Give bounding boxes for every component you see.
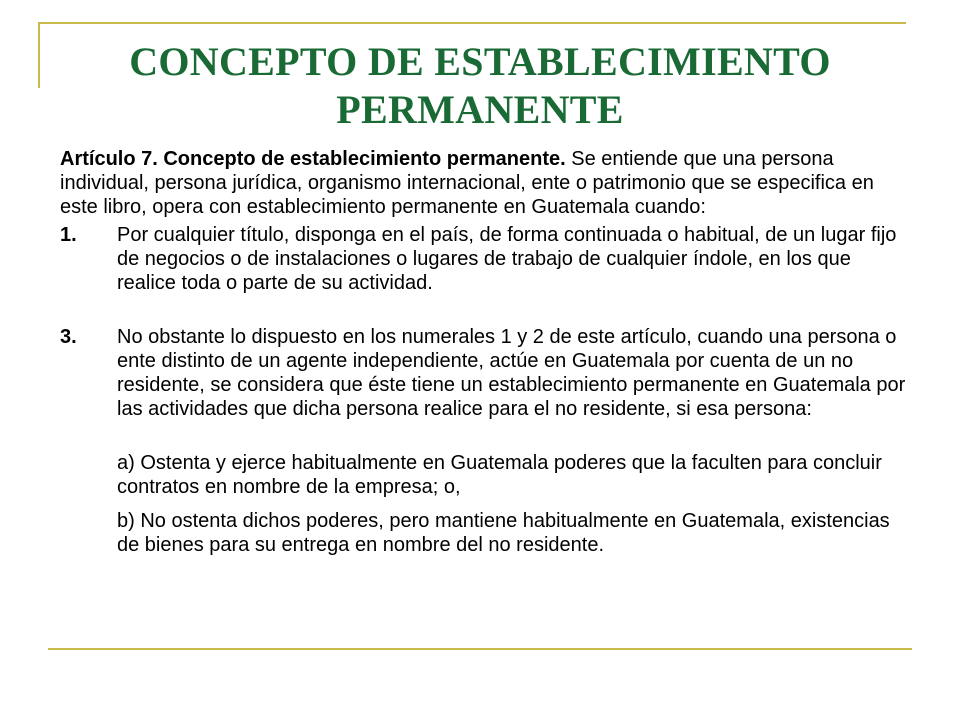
article-intro-text: Se entiende que una persona individual, persona jurídica, organismo internacional, ente o patrimonio que se especifica en este libro, opera con establecimiento permanente en Guatemala cuando: [60, 148, 874, 218]
left-rule [38, 22, 40, 88]
item-text: Por cualquier título, disponga en el país, de forma continuada o habitual, de un lugar fijo de negocios o de instalaciones o lugares de trabajo de cualquier índole, en los que realice toda o parte de su actividad. [117, 224, 897, 294]
numbered-item-3 [60, 325, 910, 421]
item-number: 1. [60, 224, 77, 246]
slide-title-line-1: CONCEPTO DE ESTABLECIMIENTO [129, 39, 831, 84]
item-number: 3. [60, 326, 77, 348]
numbered-item-1 [60, 223, 910, 295]
slide-body [60, 147, 910, 557]
subitem-a: a) Ostenta y ejerce habitualmente en Guatemala poderes que la faculten para concluir contratos en nombre de la empresa; o, [117, 452, 882, 498]
slide-title [60, 38, 900, 134]
top-rule [38, 22, 906, 24]
article-heading: Artículo 7. Concepto de establecimiento permanente. [60, 148, 566, 170]
subitem-b: b) No ostenta dichos poderes, pero mantiene habitualmente en Guatemala, existencias de bienes para su entrega en nombre del no residente. [117, 510, 890, 556]
slide-title-line-2: PERMANENTE [336, 87, 624, 132]
item-text: No obstante lo dispuesto en los numerales 1 y 2 de este artículo, cuando una persona o ente distinto de un agente independiente, actúe en Guatemala por cuenta de un no residente, se considera que éste tiene un establecimiento permanente en Guatemala por las actividades que dicha persona realice para el no residente, si esa persona: [117, 326, 906, 420]
article-intro [60, 147, 910, 219]
bottom-rule [48, 648, 912, 650]
